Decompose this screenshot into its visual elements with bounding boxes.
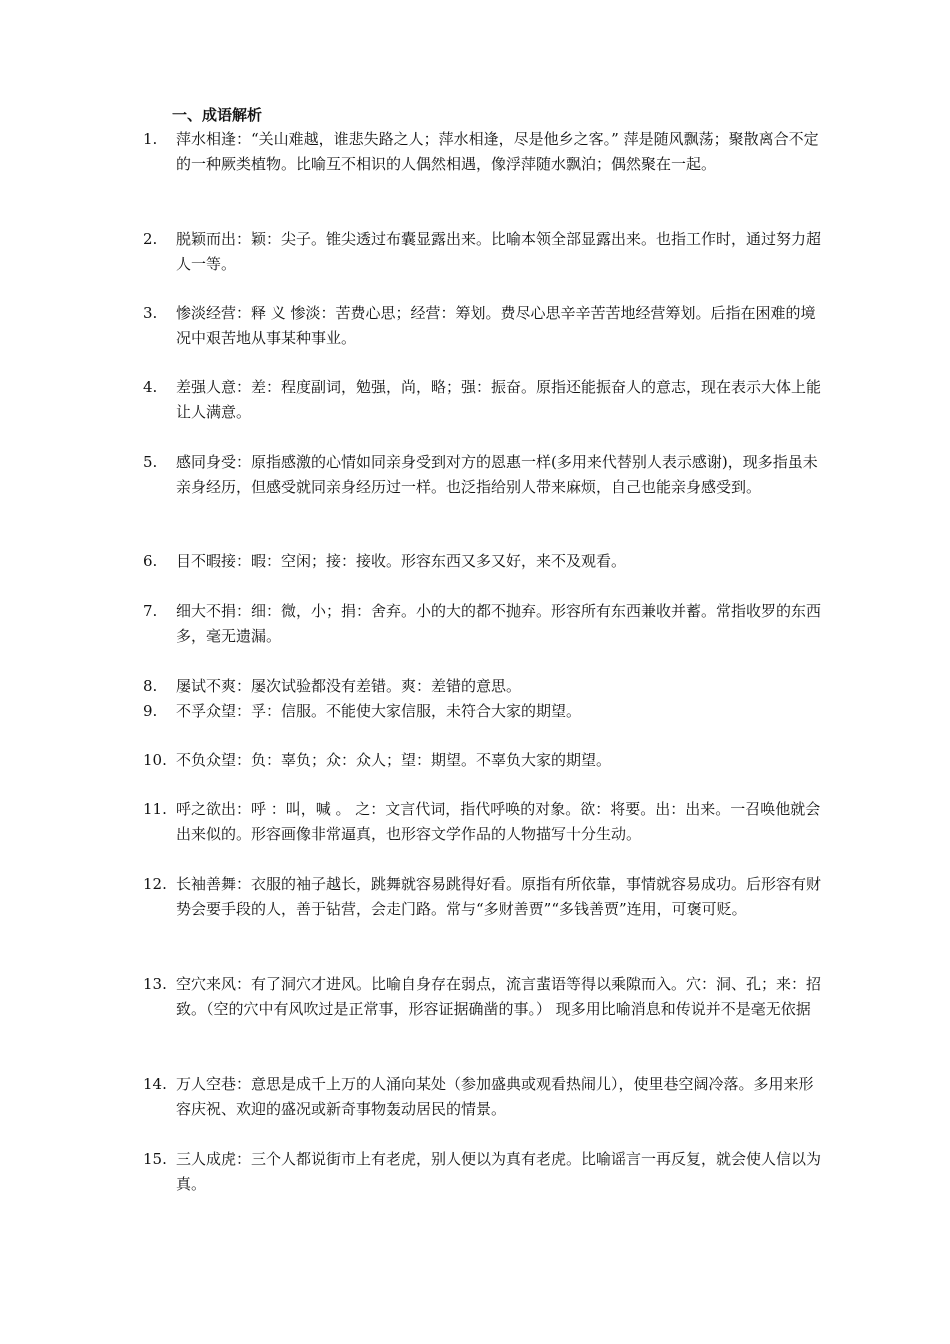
- item-number: 13.: [143, 975, 167, 993]
- item-number: 2.: [143, 230, 158, 248]
- list-item: [143, 227, 833, 276]
- item-number: 14.: [143, 1075, 167, 1093]
- item-text: 长袖善舞：衣服的袖子越长，跳舞就容易跳得好看。原指有所依靠，事情就容易成功。后形容有财势会要手段的人，善于钻营，会走门路。常与“多财善贾”“多钱善贾”连用，可褒可贬。: [176, 875, 822, 918]
- list-item: [143, 549, 833, 574]
- item-number: 5.: [143, 453, 158, 471]
- item-number: 9.: [143, 702, 158, 720]
- item-text: 差强人意：差：程度副词，勉强，尚，略；强：振奋。原指还能振奋人的意志，现在表示大体上能让人满意。: [176, 378, 822, 421]
- item-text: 脱颖而出：颖：尖子。锥尖透过布囊显露出来。比喻本领全部显露出来。也指工作时，通过努力超人一等。: [176, 230, 822, 273]
- item-number: 4.: [143, 378, 158, 396]
- item-number: 10.: [143, 751, 167, 769]
- list-item: [143, 375, 833, 424]
- list-item: [143, 748, 833, 773]
- item-number: 3.: [143, 304, 158, 322]
- item-text: 感同身受：原指感激的心情如同亲身受到对方的恩惠一样(多用来代替别人表示感谢)，现多指虽未亲身经历，但感受就同亲身经历过一样。也泛指给别人带来麻烦，自己也能亲身感受到。: [176, 453, 818, 496]
- list-item: [143, 674, 833, 699]
- list-item: [143, 972, 833, 1021]
- item-text: 惨淡经营：释 义 惨淡：苦费心思；经营：筹划。费尽心思辛辛苦苦地经营筹划。后指在困难的境况中艰苦地从事某种事业。: [176, 304, 816, 347]
- item-text: 细大不捐：细：微，小；捐：舍弃。小的大的都不抛弃。形容所有东西兼收并蓄。常指收罗的东西多，毫无遗漏。: [176, 602, 822, 645]
- item-number: 1.: [143, 130, 158, 148]
- item-text: 不负众望：负：辜负；众：众人；望：期望。不辜负大家的期望。: [176, 751, 612, 769]
- item-text: 屡试不爽：屡次试验都没有差错。爽：差错的意思。: [176, 677, 522, 695]
- item-number: 11.: [143, 800, 167, 818]
- list-item: [143, 599, 833, 648]
- item-text: 目不暇接：暇：空闲；接：接收。形容东西又多又好，来不及观看。: [176, 552, 627, 570]
- item-text: 呼之欲出：呼 ：叫，喊 。 之：文言代词，指代呼唤的对象。欲：将要。出：出来。一召唤他就会出来似的。形容画像非常逼真，也形容文学作品的人物描写十分生动。: [176, 800, 821, 843]
- item-number: 12.: [143, 875, 167, 893]
- item-number: 8.: [143, 677, 158, 695]
- list-item: [143, 450, 833, 499]
- section-title: 一、成语解析: [172, 106, 263, 124]
- list-item: [143, 797, 833, 846]
- list-item: [143, 127, 833, 176]
- list-item: [143, 301, 833, 350]
- list-item: [143, 699, 833, 724]
- item-number: 6.: [143, 552, 158, 570]
- item-text: 三人成虎：三个人都说街市上有老虎，别人便以为真有老虎。比喻谣言一再反复，就会使人信以为真。: [176, 1150, 822, 1193]
- item-number: 15.: [143, 1150, 167, 1168]
- item-text: 万人空巷：意思是成千上万的人涌向某处（参加盛典或观看热闹儿），使里巷空阔冷落。多用来形容庆祝、欢迎的盛况或新奇事物轰动居民的情景。: [176, 1075, 814, 1118]
- item-text: 萍水相逢：“关山难越，谁悲失路之人；萍水相逢，尽是他乡之客。” 萍是随风飘荡；聚散离合不定的一种厥类植物。比喻互不相识的人偶然相遇，像浮萍随水飘泊；偶然聚在一起。: [176, 130, 819, 173]
- item-text: 空穴来风：有了洞穴才进风。比喻自身存在弱点，流言蜚语等得以乘隙而入。穴：洞、孔；来：招致。（空的穴中有风吹过是正常事，形容证据确凿的事。） 现多用比喻消息和传说并不是毫无依据: [176, 975, 822, 1018]
- list-item: [143, 1072, 833, 1121]
- list-item: [143, 872, 833, 921]
- list-item: [143, 1147, 833, 1196]
- item-number: 7.: [143, 602, 158, 620]
- item-text: 不孚众望：孚：信服。不能使大家信服，未符合大家的期望。: [176, 702, 582, 720]
